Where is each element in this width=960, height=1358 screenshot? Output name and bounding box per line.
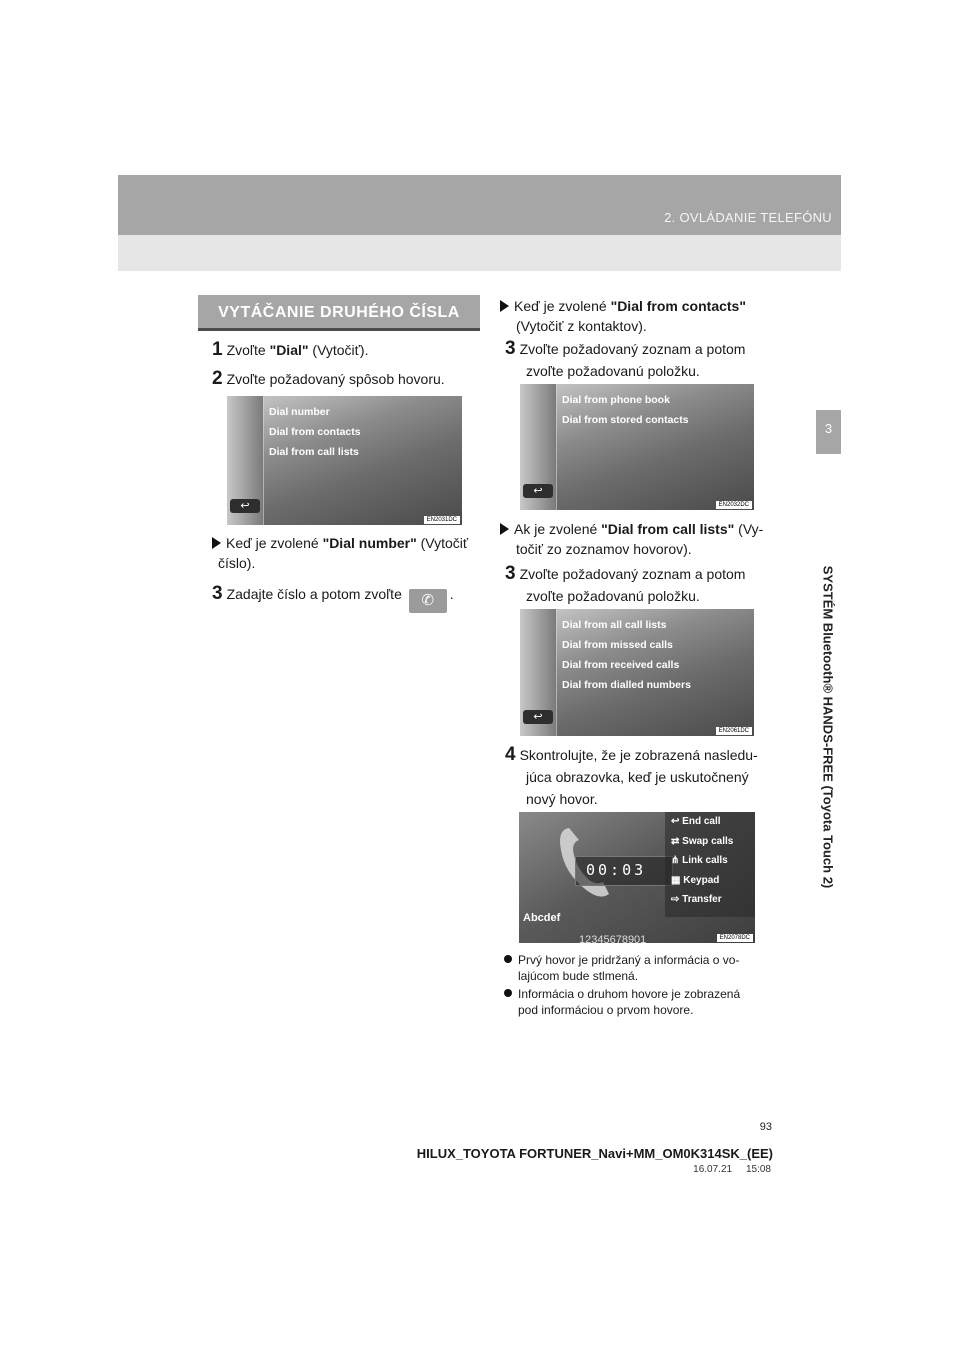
menu-item: Dial number: [269, 406, 330, 418]
note-dial-number: Keď je zvolené "Dial number" (Vytočiť číslo).: [212, 533, 482, 573]
step-1: 1 Zvoľte "Dial" (Vytočiť).: [212, 339, 369, 360]
note-dial-from-contacts: Keď je zvolené "Dial from contacts" (Vytočiť z kontaktov).: [500, 296, 775, 336]
screen-menu: [562, 390, 689, 430]
arrow-icon: [500, 523, 509, 535]
note-dial-from-call-lists: Ak je zvolené "Dial from call lists" (Vy- točiť zo zoznamov hovorov).: [500, 519, 775, 559]
step-3-call-lists: 3 Zvoľte požadovaný zoznam a potom zvoľte požadovanú položku.: [505, 563, 746, 604]
page-number: 93: [759, 1121, 772, 1133]
step-3-contacts: 3 Zvoľte požadovaný zoznam a potom zvoľte požadovanú položku.: [505, 338, 746, 379]
timer-box: [575, 856, 673, 886]
chapter-number: 3: [824, 421, 833, 436]
call-menu-item: ⇄ Swap calls: [671, 835, 734, 847]
menu-item: Dial from stored contacts: [562, 414, 689, 426]
document-date: 16.07.21 15:08: [693, 1164, 771, 1175]
menu-item: Dial from contacts: [269, 426, 361, 438]
chapter-title: SYSTÉM Bluetooth® HANDS-FREE (Toyota Touch 2): [820, 565, 836, 889]
menu-item: Dial from call lists: [269, 446, 359, 458]
bullet-icon: [504, 955, 512, 963]
call-menu: [665, 812, 755, 917]
screenshot-dial-methods: [227, 396, 462, 525]
bullet-second-call: Informácia o druhom hovore je zobrazená pod informáciou o prvom hovore.: [504, 986, 776, 1018]
caller-name: Abcdef: [523, 912, 561, 924]
image-code: EN2032DC: [716, 501, 752, 509]
call-menu-item: ⇨ Transfer: [671, 894, 722, 905]
section-title: VYTÁČANIE DRUHÉHO ČÍSLA: [218, 304, 460, 321]
image-code: EN2078DC: [717, 934, 753, 942]
menu-item: Dial from received calls: [562, 659, 680, 671]
bullet-first-call: Prvý hovor je pridržaný a informácia o vo- lajúcom bude stlmená.: [504, 952, 776, 984]
call-menu-item: ↩ End call: [671, 816, 721, 827]
document-id: HILUX_TOYOTA FORTUNER_Navi+MM_OM0K314SK_(EE): [416, 1146, 773, 1161]
back-icon: ↩: [230, 499, 260, 513]
screenshot-call-lists: [520, 609, 754, 736]
bullet-icon: [504, 989, 512, 997]
menu-item: Dial from dialled numbers: [562, 679, 691, 691]
section-heading: 2. OVLÁDANIE TELEFÓNU: [664, 210, 832, 225]
caller-number: 12345678901: [579, 934, 647, 943]
phone-icon: ✆: [409, 589, 447, 613]
step-3-left: 3 Zadajte číslo a potom zvoľte ✆ .: [212, 583, 454, 613]
screen-menu: [562, 615, 691, 695]
back-icon: ↩: [523, 710, 553, 724]
call-menu-item: ⋔ Link calls: [671, 855, 728, 866]
step-2: 2 Zvoľte požadovaný spôsob hovoru.: [212, 368, 445, 389]
menu-item: Dial from missed calls: [562, 639, 673, 651]
call-menu-item: ▦ Keypad: [671, 874, 720, 886]
arrow-icon: [500, 300, 509, 312]
call-timer: 00:03: [586, 861, 647, 879]
arrow-icon: [212, 537, 221, 549]
screenshot-contacts: [520, 384, 754, 510]
menu-item: Dial from phone book: [562, 394, 670, 406]
image-code: EN2061DC: [716, 727, 752, 735]
step-4: 4 Skontrolujte, že je zobrazená nasledu- júca obrazovka, keď je uskutočnený nový hovor.: [505, 744, 758, 807]
menu-item: Dial from all call lists: [562, 619, 667, 631]
header-band: [118, 175, 841, 235]
screen-menu: [269, 402, 361, 462]
image-code: EN2031DC: [424, 516, 460, 524]
screenshot-active-call: [519, 812, 755, 943]
section-title-bar: [198, 295, 480, 331]
back-icon: ↩: [523, 484, 553, 498]
